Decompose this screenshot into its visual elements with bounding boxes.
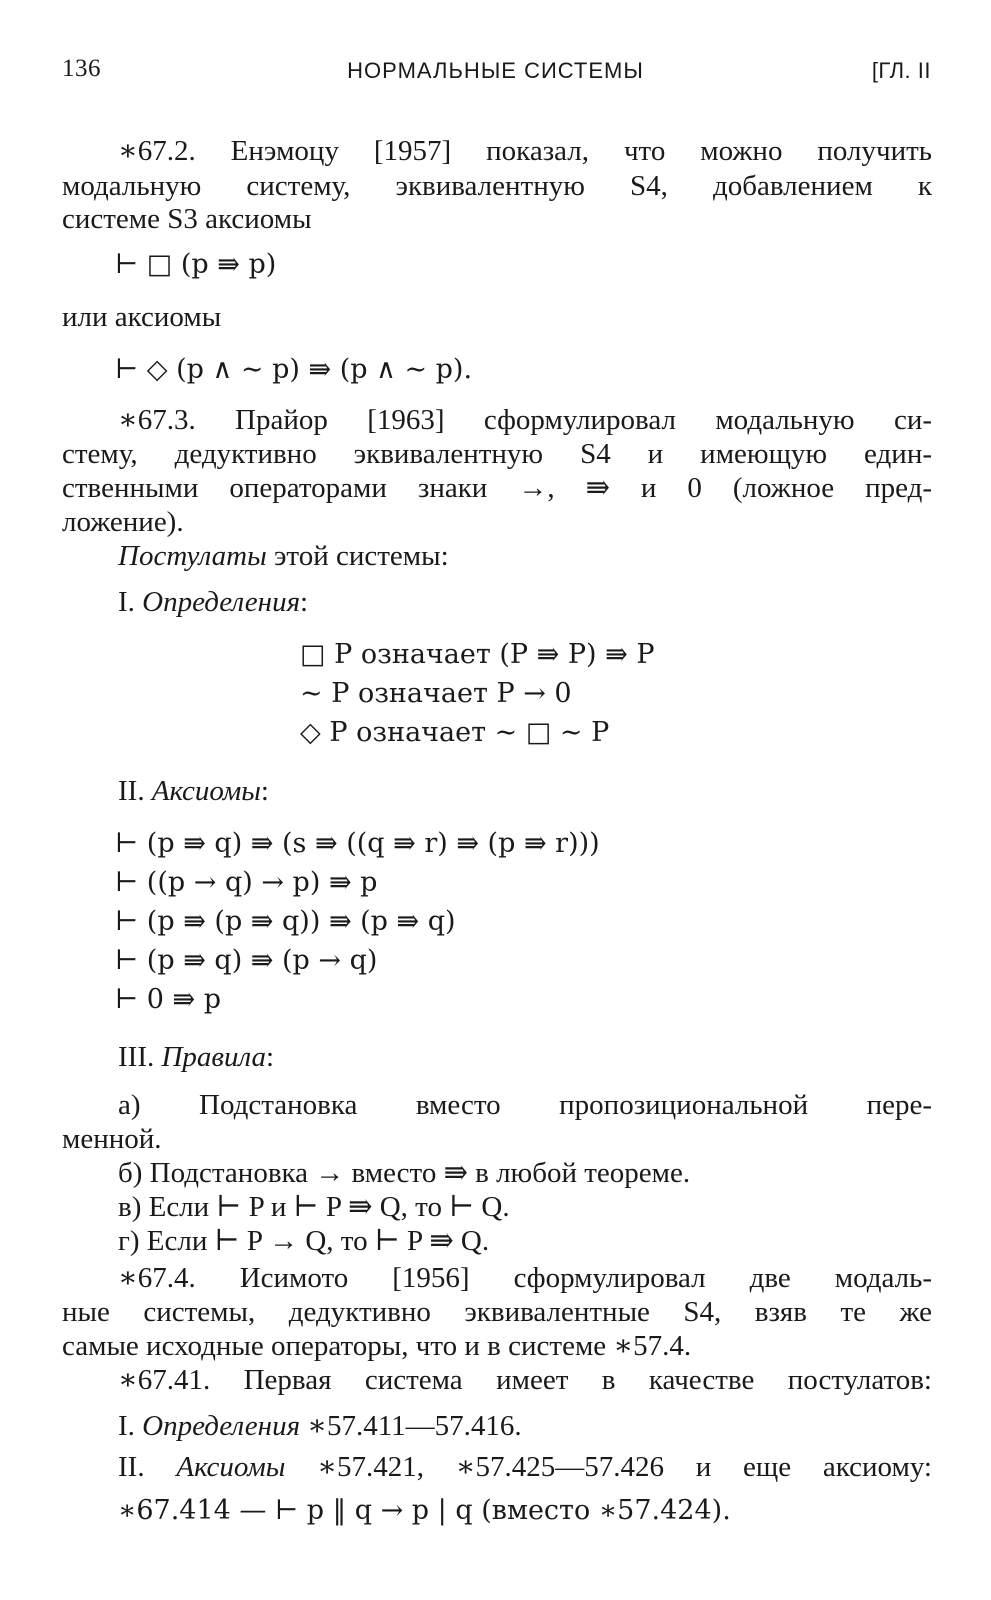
p674-line3: самые исходные операторы, что и в системе ∗57.4. xyxy=(62,1330,692,1362)
p674-line2: ные системы, дедуктивно эквивалентные S4, взяв те же xyxy=(62,1296,932,1328)
p6741-axioms xyxy=(118,1451,932,1484)
section-colon: : xyxy=(266,1041,275,1073)
p673-line3: ственными операторами знаки →, ⇛ и 0 (ложное пред- xyxy=(62,472,932,504)
axiom-3: ⊢ (p ⇛ (p ⇛ q)) ⇛ (p ⇛ q) xyxy=(115,906,456,937)
formula-s4-axiom-2: ⊢ ◇ (p ∧ ∼ p) ⇛ (p ∧ ∼ p). xyxy=(115,354,473,385)
p672-line3: системе S3 аксиомы xyxy=(62,203,312,235)
rule-c: в) Если ⊢ P и ⊢ P ⇛ Q, то ⊢ Q. xyxy=(118,1191,510,1223)
p6741-definitions xyxy=(118,1410,932,1443)
p6741-line: ∗67.41. Первая система имеет в качестве постулатов: xyxy=(118,1364,932,1396)
rule-d: г) Если ⊢ P → Q, то ⊢ P ⇛ Q. xyxy=(118,1225,490,1257)
section-rules-heading xyxy=(118,1041,988,1074)
formula-s4-axiom-1: ⊢ □ (p ⇛ p) xyxy=(115,249,277,280)
postulates-heading xyxy=(118,540,932,573)
section-colon: : xyxy=(260,775,269,807)
rule-a-line2: менной. xyxy=(62,1123,162,1155)
p672-line1: ∗67.2. Енэмоцу [1957] показал, что можно получить xyxy=(118,135,932,167)
axiom-1: ⊢ (p ⇛ q) ⇛ (s ⇛ ((q ⇛ r) ⇛ (p ⇛ r))) xyxy=(115,828,600,859)
section-title: Определения xyxy=(142,586,301,618)
axiom-5: ⊢ 0 ⇛ p xyxy=(115,984,222,1015)
section-title: Аксиомы xyxy=(151,775,261,807)
definition-negation: ∼ P означает P → 0 xyxy=(300,678,572,709)
definition-box: □ P означает (P ⇛ P) ⇛ P xyxy=(300,639,655,670)
axiom-2: ⊢ ((p → q) → p) ⇛ p xyxy=(115,867,378,898)
p6741-extra-axiom: ∗67.414 — ⊢ p ‖ q → p | q (вместо ∗57.424). xyxy=(118,1495,731,1526)
axiom-4: ⊢ (p ⇛ q) ⇛ (p → q) xyxy=(115,945,378,976)
running-title: НОРМАЛЬНЫЕ СИСТЕМЫ xyxy=(347,58,644,83)
rule-a-line1: а) Подстановка вместо пропозициональной пере- xyxy=(118,1089,932,1121)
section-number: II. xyxy=(118,775,152,807)
p672-line2: модальную систему, эквивалентную S4, добавлением к xyxy=(62,170,932,202)
page-number: 136 xyxy=(62,55,101,82)
postulates-label: Постулаты xyxy=(118,540,267,572)
postulates-rest: этой системы: xyxy=(266,540,449,572)
section-colon: : xyxy=(300,586,309,618)
section-title: Аксиомы xyxy=(176,1451,286,1483)
section-rest: ∗57.421, ∗57.425—57.426 и еще аксиому: xyxy=(285,1451,932,1483)
section-definitions-heading xyxy=(118,586,988,619)
p673-line1: ∗67.3. Прайор [1963] сформулировал модальную си- xyxy=(118,404,932,436)
section-number: III. xyxy=(118,1041,162,1073)
section-axioms-heading xyxy=(118,775,988,808)
p674-line1: ∗67.4. Исимото [1956] сформулировал две модаль- xyxy=(118,1262,932,1294)
chapter-marker: [ГЛ. II xyxy=(871,58,931,83)
p672-or-text: или аксиомы xyxy=(62,301,222,333)
section-number: I. xyxy=(118,1410,143,1442)
rule-b: б) Подстановка → вместо ⇛ в любой теореме. xyxy=(118,1157,691,1189)
p673-line2: стему, дедуктивно эквивалентную S4 и имеющую един- xyxy=(62,438,932,470)
section-title: Правила xyxy=(161,1041,267,1073)
definition-diamond: ◇ P означает ∼ □ ∼ P xyxy=(300,717,610,748)
section-title: Определения xyxy=(142,1410,301,1442)
p673-line4: ложение). xyxy=(62,506,184,538)
section-number: I. xyxy=(118,586,143,618)
section-rest: ∗57.411—57.416. xyxy=(300,1410,522,1442)
section-number: II. xyxy=(118,1451,177,1483)
